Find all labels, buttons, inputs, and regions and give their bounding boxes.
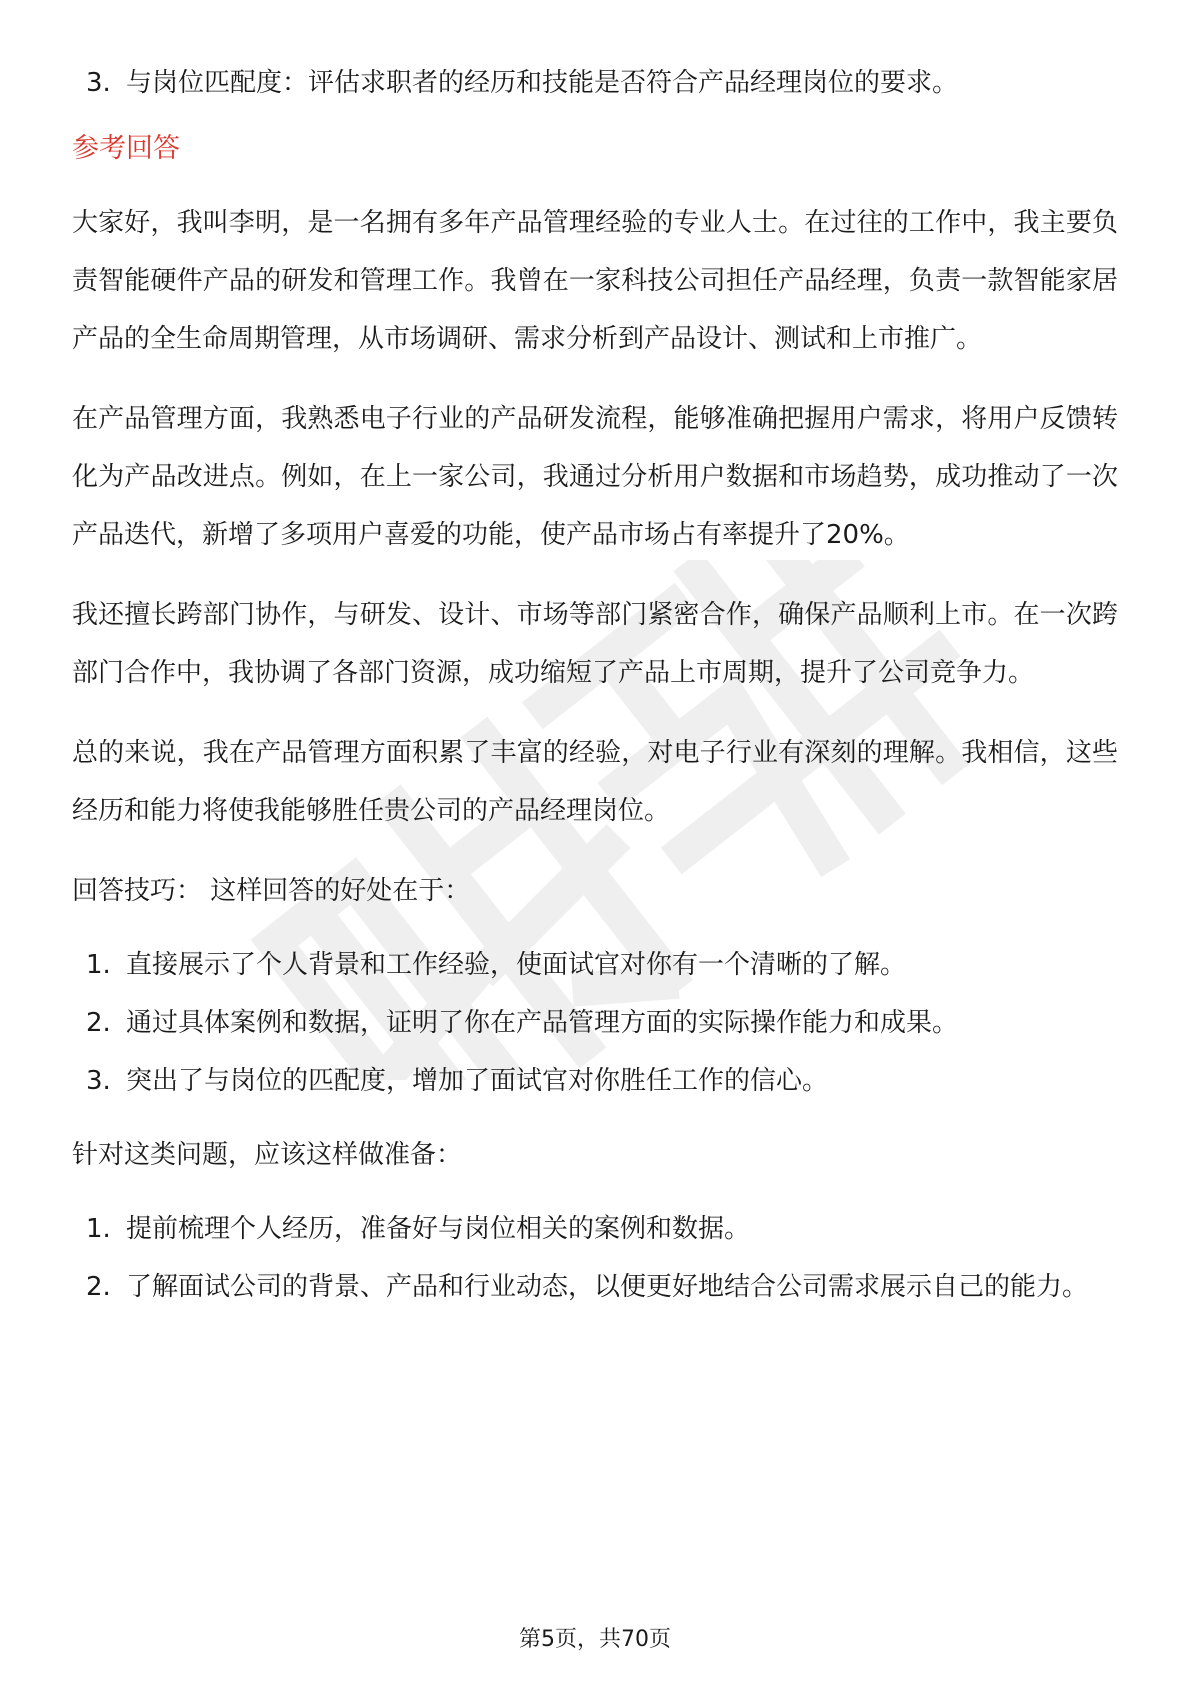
- prep-intro: 针对这类问题，应该这样做准备：: [72, 1140, 463, 1170]
- list-text: 直接展示了个人背景和工作经验，使面试官对你有一个清晰的了解。: [126, 950, 907, 980]
- page-footer: 第5页，共70页: [519, 1627, 671, 1652]
- answer-paragraph: 总的来说，我在产品管理方面积累了丰富的经验，对电子行业有深刻的理解。我相信，这些经历和能力将使我能够胜任贵公司的产品经理岗位。: [72, 738, 1118, 826]
- list-text: 了解面试公司的背景、产品和行业动态，以便更好地结合公司需求展示自己的能力。: [126, 1272, 1089, 1302]
- answer-paragraph: 在产品管理方面，我熟悉电子行业的产品研发流程，能够准确把握用户需求，将用户反馈转化为产品改进点。例如，在上一家公司，我通过分析用户数据和市场趋势，成功推动了一次产品迭代，新增了多项用户喜爱的功能，使产品市场占有率提升了20%。: [72, 404, 1118, 550]
- list-text: 突出了与岗位的匹配度，增加了面试官对你胜任工作的信心。: [126, 1066, 829, 1096]
- criteria-list: [72, 54, 1118, 112]
- answer-heading: 参考回答: [72, 133, 180, 164]
- list-item: [72, 54, 1118, 112]
- list-number: 3.: [86, 68, 111, 98]
- answer-paragraph: 我还擅长跨部门协作，与研发、设计、市场等部门紧密合作，确保产品顺利上市。在一次跨部门合作中，我协调了各部门资源，成功缩短了产品上市周期，提升了公司竞争力。: [72, 600, 1118, 688]
- list-text: 提前梳理个人经历，准备好与岗位相关的案例和数据。: [126, 1214, 751, 1244]
- list-number: 1.: [86, 950, 111, 980]
- list-item: [72, 1052, 1118, 1110]
- list-item: [72, 1200, 1118, 1258]
- list-number: 2.: [86, 1272, 111, 1302]
- list-number: 3.: [86, 1066, 111, 1096]
- prep-list: [72, 1200, 1118, 1316]
- list-text: 通过具体案例和数据，证明了你在产品管理方面的实际操作能力和成果。: [126, 1008, 959, 1038]
- answer-paragraph: 大家好，我叫李明，是一名拥有多年产品管理经验的专业人士。在过往的工作中，我主要负责智能硬件产品的研发和管理工作。我曾在一家科技公司担任产品经理，负责一款智能家居产品的全生命周期管理，从市场调研、需求分析到产品设计、测试和上市推广。: [72, 208, 1118, 354]
- tips-intro: 回答技巧： 这样回答的好处在于：: [72, 876, 471, 906]
- list-item: [72, 1258, 1118, 1316]
- list-text: 与岗位匹配度：评估求职者的经历和技能是否符合产品经理岗位的要求。: [126, 68, 959, 98]
- document-body: [72, 0, 1118, 1316]
- list-item: [72, 936, 1118, 994]
- tips-list: [72, 936, 1118, 1110]
- list-item: [72, 994, 1118, 1052]
- list-number: 2.: [86, 1008, 111, 1038]
- list-number: 1.: [86, 1214, 111, 1244]
